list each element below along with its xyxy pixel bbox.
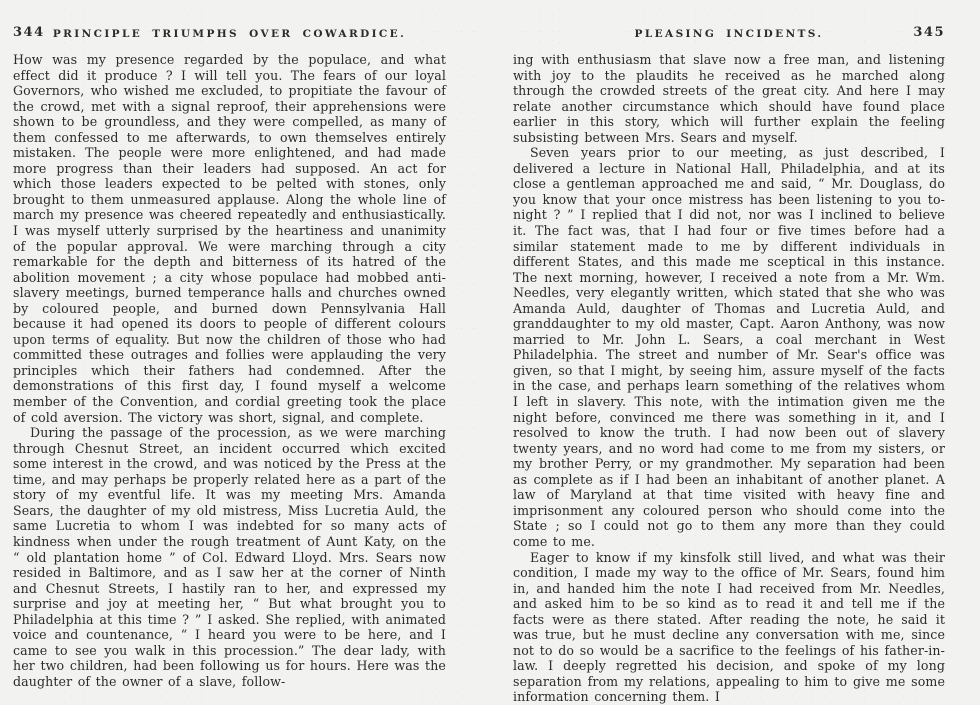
page-body-left <box>13 52 446 689</box>
paragraph: Eager to know if my kinsfolk still lived, and what was their condition, I made my way to the office of Mr. Sears, found him in, and handed him the note I had received from Mr. Needles, and asked him to be so kind as to read it and tell me if the facts were as there stated. After reading the note, he said it was true, but he must decline any conversation with me, since not to do so would be a sacrifice to the feelings of his father-in-law. I deeply regretted his decision, and spoke of my long separation from my relations, appealing to him to give me some information concerning them. I <box>513 549 945 705</box>
paragraph: Seven years prior to our meeting, as just described, I delivered a lecture in National Hall, Philadelphia, and at its close a gentleman approached me and said, “ Mr. Douglass, do you know that your once mistress has been listening to you to-night ? ” I replied that I did not, nor was I inclined to believe it. The fact was, that I had four or five times before had a similar statement made to me by different individuals in different States, and this made me sceptical in this instance. The next morning, however, I received a note from a Mr. Wm. Needles, very elegantly written, which stated that she who was Amanda Auld, daughter of Thomas and Lucretia Auld, and granddaughter to my old master, Capt. Aaron Anthony, was now married to Mr. John L. Sears, a coal merchant in West Philadelphia. The street and number of Mr. Sear's office was given, so that I might, by seeing him, assure myself of the facts in the case, and perhaps learn something of the relatives whom I left in slavery. This note, with the intimation given me the night before, convinced me there was something in it, and I resolved to know the truth. I had now been out of slavery twenty years, and no word had come to me from my sisters, or my brother Perry, or my grandmother. My separation had been as complete as if I had been an inhabitant of another planet. A law of Maryland at that time visited with heavy fine and imprisonment any coloured person who should come into the State ; so I could not go to them any more than they could come to me. <box>513 145 945 549</box>
paragraph: How was my presence regarded by the populace, and what effect did it produce ? I will tell you. The fears of our loyal Governors, who wished me excluded, to propitiate the favour of the crowd, met with a signal reproof, their apprehensions were shown to be groundless, and they were compelled, as many of them confessed to me afterwards, to own themselves entirely mistaken. The people were more enlightened, and had made more progress than their leaders had supposed. An act for which those leaders expected to be pelted with stones, only brought to them unmeasured applause. Along the whole line of march my presence was cheered repeatedly and enthusiastically. I was myself utterly surprised by the heartiness and unanimity of the popular approval. We were marching through a city remarkable for the depth and bitterness of its hatred of the abolition movement ; a city whose populace had mobbed anti-slavery meetings, burned temperance halls and churches owned by coloured people, and burned down Pennsylvania Hall because it had opened its doors to people of different colours upon terms of equality. But now the children of those who had committed these outrages and follies were applauding the very principles which their fathers had condemned. After the demonstrations of this first day, I found myself a welcome member of the Convention, and cordial greeting took the place of cold aversion. The victory was short, signal, and complete. <box>13 52 446 425</box>
paragraph: During the passage of the procession, as we were marching through Chesnut Street, an incident occurred which excited some interest in the crowd, and was noticed by the Press at the time, and may perhaps be properly related here as a part of the story of my eventful life. It was my meeting Mrs. Amanda Sears, the daughter of my old mistress, Miss Lucretia Auld, the same Lucretia to whom I was indebted for so many acts of kindness when under the rough treatment of Aunt Katy, on the “ old plantation home ” of Col. Edward Lloyd. Mrs. Sears now resided in Baltimore, and as I saw her at the corner of Ninth and Chesnut Streets, I hastily ran to her, and expressed my surprise and joy at meeting her, “ But what brought you to Philadelphia at this time ? ” I asked. She replied, with animated voice and countenance, “ I heard you were to be here, and I came to see you walk in this procession.” The dear lady, with her two children, had been following us for hours. Here was the daughter of the owner of a slave, follow- <box>13 425 446 689</box>
running-head-right: PLEASING INCIDENTS. <box>634 28 824 40</box>
page-right <box>490 0 980 705</box>
page-number-right: 345 <box>913 25 945 40</box>
paragraph: ing with enthusiasm that slave now a free man, and listening with joy to the plaudits he received as he marched along through the crowded streets of the great city. And here I may relate another circumstance which should have found place earlier in this story, which will further explain the feeling subsisting between Mrs. Sears and myself. <box>513 52 945 145</box>
running-head-left: PRINCIPLE TRIUMPHS OVER COWARDICE. <box>52 28 407 40</box>
page-left <box>0 0 490 689</box>
page-header-left <box>13 27 446 42</box>
page-body-right <box>513 52 945 705</box>
page-number-left: 344 <box>13 25 45 40</box>
page-header-right <box>513 27 945 42</box>
